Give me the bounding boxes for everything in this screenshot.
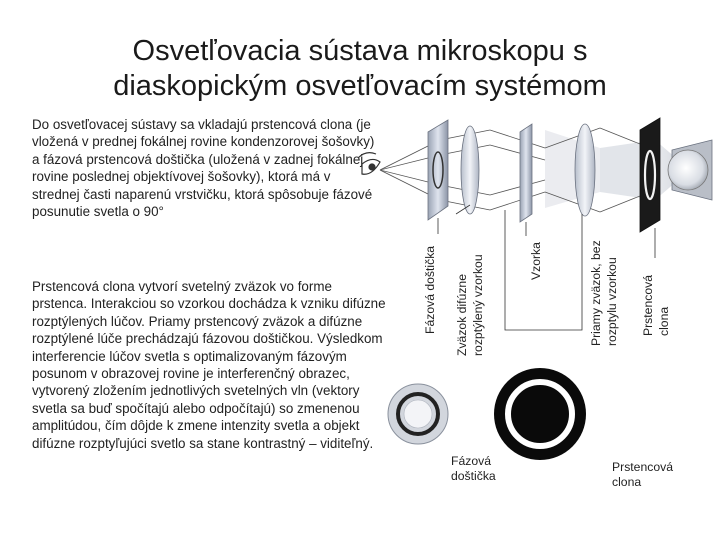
bottom-label-phase-plate-line1: Fázová (451, 454, 491, 468)
phase-plate-element (428, 120, 448, 220)
label-phase-plate: Fázová doštička (423, 245, 437, 334)
title-line-2: diaskopickým osvetľovacím systémom (113, 70, 607, 102)
annular-diaphragm-element (640, 118, 660, 232)
label-direct-beam-line2: rozptylu vzorkou (605, 257, 619, 346)
description-paragraph-1: Do osvetľovacej sústavy sa vkladajú prstencová clona (je vložená v prednej fokálnej rovine kondenzorovej šošovky) a fázová prstencová doštička (uložená v zadnej fokálnej rovine poslednej objektívovej šošovky), ktorá má v strednej časti naparenú vrstvičku, ktorá spôsobuje fázové posunutie svetla o 90° (32, 117, 375, 220)
label-diffuse-beam-line1: Zväzok difúzne (455, 274, 469, 356)
label-direct-beam-line1: Priamy zväzok, bez (589, 240, 603, 346)
condenser-lens (575, 124, 595, 216)
lamp-icon (668, 140, 712, 200)
bottom-label-annulus-line1: Prstencová (612, 460, 673, 474)
bottom-label-phase-plate (451, 454, 496, 484)
annular-diaphragm-ring-icon (494, 368, 586, 460)
label-annulus-line1: Prstencová (641, 275, 655, 336)
objective-lens (461, 126, 479, 214)
sample-slide (520, 124, 532, 222)
label-sample: Vzorka (529, 242, 543, 280)
eye-icon (358, 153, 380, 175)
title-line-1: Osvetľovacia sústava mikroskopu s (132, 35, 588, 67)
bottom-label-annulus-line2: clona (612, 475, 642, 489)
bottom-label-phase-plate-line2: doštička (451, 469, 496, 483)
phase-plate-ring-icon (388, 384, 448, 444)
label-diffuse-beam-line2: rozptýlený vzorkou (471, 254, 485, 356)
label-annulus-line2: clona (657, 306, 671, 336)
bottom-label-annulus (612, 460, 673, 490)
description-paragraph-2: Prstencová clona vytvorí svetelný zväzok vo forme prstenca. Interakciou so vzorkou dochádza k vzniku difúzne rozptýlených lúčov. Priamy prstencový zväzok a difúzne rozptýlené lúče prechádzajú fázovou doštičkou. Výsledkom interferencie lúčov svetla s optimalizovaným fázovým posunom v obrazovej rovine je interferenčný obrazec, vytvorený zložením jednotlivých svetelných vln (vektory svetla sa buď spočítajú alebo odpočítajú) so zmenenou amplitúdou, čím dôjde k zmene intenzity svetla a objekt difúzne rozptyľujúci svetlo sa stane kontrastný – viditeľný. (32, 279, 386, 451)
